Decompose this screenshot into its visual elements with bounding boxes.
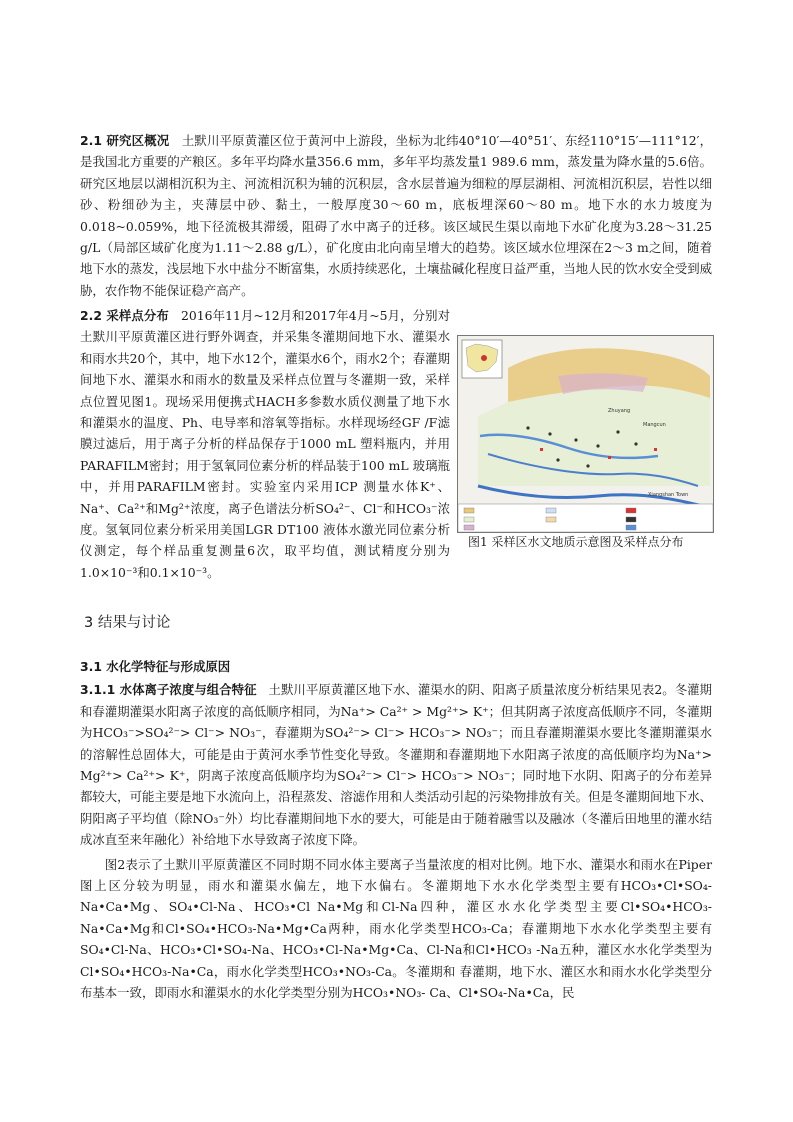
map-label-region: Xiangshan Town [648, 492, 689, 498]
figure-1-caption: 图1 采样区水文地质示意图及采样点分布 [468, 535, 684, 549]
figure-1-map [457, 335, 714, 533]
heading-section-3: 3 结果与讨论 [84, 615, 171, 631]
paragraph-3-1-1: 土默川平原黄灌区地下水、灌渠水的阴、阳离子质量浓度分析结果见表2。冬灌期和春灌期灌渠水阳离子浓度的高低顺序相同，为Na⁺> Ca²⁺ > Mg²⁺> K⁺；但其阴离子浓度高低顺序不同，冬灌期为HCO₃⁻>SO₄²⁻> Cl⁻> NO₃⁻，春灌期为SO₄²⁻> Cl⁻> HCO₃⁻> NO₃⁻；而且春灌期灌渠水要比冬灌期灌渠水的溶解性总固体大，可能是由于黄河水季节性变化导致。冬灌期和春灌期地下水阳离子浓度的高低顺序均为Na⁺> Mg²⁺> Ca²⁺> K⁺，阴离子浓度高低顺序均为SO₄²⁻> Cl⁻> HCO₃⁻> NO₃⁻；同时地下水阴、阳离子的分布差异都较大，可能主要是地下水流向上，沿程蒸发、溶滤作用和人类活动引起的污染物排放有关。但是冬灌期间地下水、阴阳离子平均值（除NO₃⁻外）均比春灌期间地下水的要大，可能是由于随着融雪以及融冰（冬灌后田地里的灌水结成冰直至来年融化）补给地下水导致离子浓度下降。 [80, 682, 712, 848]
heading-2-1: 2.1 研究区概况 [80, 133, 170, 148]
section-2-1 [80, 130, 712, 301]
heading-3-1: 3.1 水化学特征与形成原因 [80, 659, 231, 674]
heading-2-2: 2.2 采样点分布 [80, 308, 169, 323]
hydrogeology-map [458, 336, 713, 532]
paragraph-figure-2: 图2表示了土默川平原黄灌区不同时期不同水体主要离子当量浓度的相对比例。地下水、灌渠水和雨水在Piper图上区分较为明显，雨水和灌渠水偏左，地下水偏右。冬灌期地下水水化学类型主要有HCO₃•Cl•SO₄-Na•Ca•Mg、SO₄•Cl-Na、HCO₃•Cl Na•Mg和Cl-Na四种，灌区水水化学类型主要Cl•SO₄•HCO₃-Na•Ca•Mg和Cl•SO₄•HCO₃-Na•Mg•Ca两种，雨水化学类型HCO₃-Ca；春灌期地下水水化学类型主要有SO₄•Cl-Na、HCO₃•Cl•SO₄-Na、HCO₃•Cl-Na•Mg•Ca、Cl-Na和Cl•HCO₃ -Na五种，灌区水水化学类型为Cl•SO₄•HCO₃-Na•Ca，雨水化学类型HCO₃•NO₃-Ca。冬灌期和 春灌期，地下水、灌区水和雨水水化学类型分布基本一致，即雨水和灌渠水的水化学类型分别为HCO₃•NO₃- Ca、Cl•SO₄-Na•Ca，民 [80, 856, 712, 1001]
section-3-1 [80, 656, 712, 1004]
map-label-town-a: Zhuyang [608, 408, 631, 414]
map-label-town-b: Mangcun [643, 422, 666, 428]
paragraph-2-1: 土默川平原黄灌区位于黄河中上游段，坐标为北纬40°10′—40°51′、东经110°15′—111°12′，是我国北方重要的产粮区。多年平均降水量356.6 mm，多年平均蒸发量1 989.6 mm，蒸发量为降水量的5.6倍。研究区地层以湖相沉积为主、河流相沉积为辅的沉积层，含水层普遍为细粒的厚层湖相、河流相沉积层，岩性以细砂、粉细砂为主，夹薄层中砂、黏土，一般厚度30～60 m，底板埋深60～80 m。地下水的水力坡度为 0.018~0.059%，地下径流极其滞缓，阻碍了水中离子的迁移。该区域民生渠以南地下水矿化度为3.28～31.25 g/L（局部区域矿化度为1.11～2.88 g/L），矿化度由北向南呈增大的趋势。该区域水位埋深在2～3 m之间，随着地下水的蒸发，浅层地下水中盐分不断富集，水质持续恶化，土壤盐碱化程度日益严重，当地人民的饮水安全受到威胁，农作物不能保证稳产高产。 [80, 133, 712, 298]
heading-3-1-1: 3.1.1 水体离子浓度与组合特征 [80, 682, 257, 698]
paragraph-2-2: 2016年11月~12月和2017年4月~5月，分别对土默川平原黄灌区进行野外调查，并采集冬灌期间地下水、灌渠水和雨水共20个，其中，地下水12个，灌渠水6个，雨水2个；春灌期间地下水、灌渠水和雨水的数量及采样点位置与冬灌期一致，采样点位置见图1。现场采用便携式HACH多参数水质仪测量了地下水和灌渠水的温度、Ph、电导率和溶氧等指标。水样现场经GF /F滤膜过滤后，用于离子分析的样品保存于1000 mL 塑料瓶内，并用PARAFILM密封；用于氢氧同位素分析的样品装于100 mL 玻璃瓶中，并用PARAFILM密封。实验室内采用ICP 测量水体K⁺、Na⁺、Ca²⁺和Mg²⁺浓度，离子色谱法分析SO₄²⁻、Cl⁻和HCO₃⁻浓度。氢氧同位素分析采用美国LGR DT100 液体水激光同位素分析仪测定，每个样品重复测量6次，取平均值，测试精度分别为1.0×10⁻³和0.1×10⁻³。 [80, 308, 450, 580]
map-legend [458, 504, 713, 532]
